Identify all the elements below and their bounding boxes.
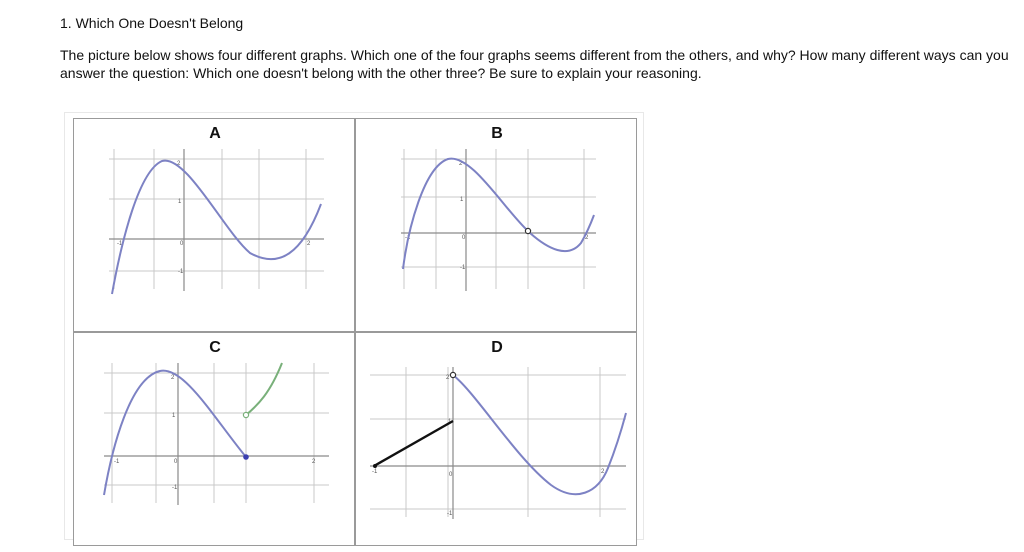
graph-b-plot: [356, 119, 638, 333]
tick-c-x-right: 2: [312, 459, 316, 465]
graph-c-closed-point: [243, 454, 249, 460]
tick-b-y-neg: -1: [460, 265, 466, 271]
tick-a-origin: 0: [180, 241, 184, 247]
tick-d-x-right: 2: [601, 469, 605, 475]
tick-c-y-top: 2: [171, 375, 175, 381]
graph-a-plot: [74, 119, 356, 333]
graph-a-curve: [112, 161, 321, 294]
tick-b-origin: 0: [462, 235, 466, 241]
tick-b-y-top: 2: [459, 161, 463, 167]
tick-d-y-top: 2: [446, 375, 450, 381]
panel-label-c: C: [209, 339, 221, 356]
tick-a-x-left: -1: [117, 241, 123, 247]
graph-d-black-line: [374, 421, 453, 466]
panel-label-b: B: [491, 125, 503, 142]
question-heading: 1. Which One Doesn't Belong: [60, 15, 244, 31]
tick-a-y-top: 2: [177, 161, 181, 167]
tick-d-origin: 0: [449, 472, 453, 478]
tick-a-y-neg: -1: [178, 269, 184, 275]
tick-c-x-left: -1: [114, 459, 120, 465]
graphs-figure: [64, 112, 644, 540]
tick-d-x-left: -1: [372, 469, 378, 475]
panel-label-a: A: [209, 125, 221, 142]
tick-b-x-right: 2: [585, 235, 589, 241]
graph-panel-c: [73, 332, 355, 546]
tick-c-origin: 0: [174, 459, 178, 465]
tick-c-y-neg: -1: [172, 485, 178, 491]
graph-d-line-endpoint: [373, 464, 377, 468]
tick-a-x-right: 2: [307, 241, 311, 247]
graph-d-open-point: [450, 372, 455, 377]
graph-c-green-segment: [246, 363, 282, 415]
tick-b-x-left: -1: [405, 235, 411, 241]
graph-c-plot: [74, 333, 356, 547]
tick-a-y-mid: 1: [178, 199, 182, 205]
graph-d-plot: [356, 333, 638, 547]
tick-b-y-mid: 1: [460, 197, 464, 203]
graph-b-open-point: [525, 228, 530, 233]
tick-c-y-mid: 1: [172, 413, 176, 419]
question-prompt: The picture below shows four different graphs. Which one of the four graphs seems different from the others, and why? How many different ways can you answer the question: Which one doesn't belong with the other three? Be sure to explain your reasoning.: [60, 47, 1009, 81]
graph-panel-a: [73, 118, 355, 332]
graph-panel-b: [355, 118, 637, 332]
graph-c-curve: [104, 371, 246, 495]
panel-label-d: D: [491, 339, 503, 356]
graph-c-open-point: [243, 412, 248, 417]
graph-panel-d: [355, 332, 637, 546]
tick-d-y-neg: -1: [447, 511, 453, 517]
